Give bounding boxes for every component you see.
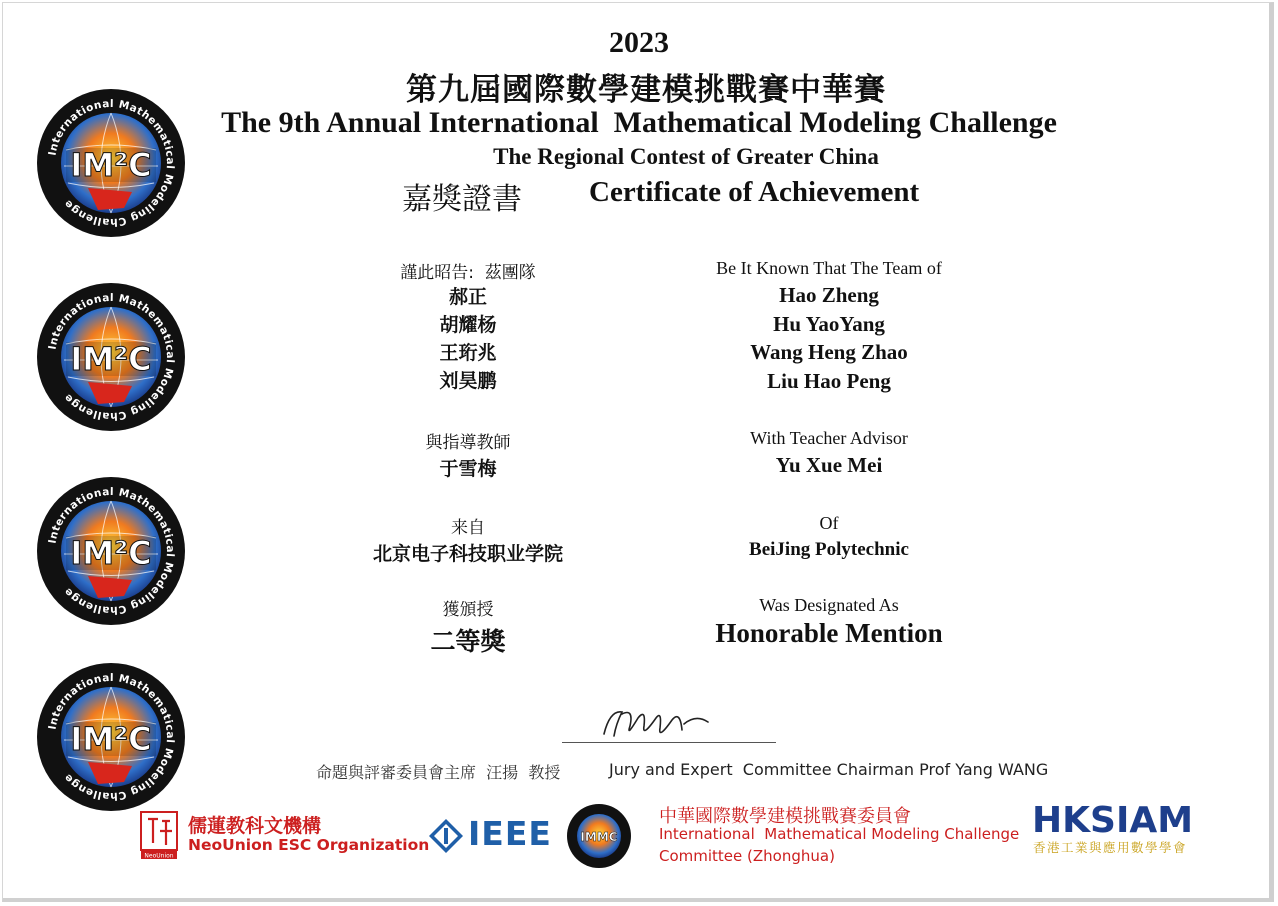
chairman-title-en: Jury and Expert Committee Chairman Prof Yang WANG xyxy=(609,760,1049,779)
advisor-name-zh: 于雪梅 xyxy=(439,458,497,480)
logo-ring-text: International Mathematical Modeling Challenge xyxy=(46,291,177,423)
advisor-label-zh: 與指導教師 xyxy=(425,433,511,453)
immc-logo xyxy=(36,282,186,432)
logo-center-text: IM²C xyxy=(70,720,152,758)
team-section-en xyxy=(640,258,1018,395)
advisor-section-zh xyxy=(308,428,628,483)
ieee-diamond-icon xyxy=(428,818,464,854)
team-member-zh: 胡耀杨 xyxy=(439,314,497,336)
advisor-name-en: Yu Xue Mei xyxy=(775,453,883,477)
immc-logo xyxy=(36,662,186,812)
certificate-heading-en: Certificate of Achievement xyxy=(589,176,920,208)
team-member-zh: 郝正 xyxy=(448,286,487,308)
logo-ring-text: International Mathematical Modeling Challenge xyxy=(46,97,177,229)
school-label-zh: 来自 xyxy=(451,518,485,538)
certificate-subtitle: The Regional Contest of Greater China xyxy=(493,144,879,169)
team-label-en: Be It Known That The Team of xyxy=(716,258,942,278)
team-member-en: Hu YaoYang xyxy=(773,311,885,336)
neounion-name-en: NeoUnion ESC Organization xyxy=(188,836,430,854)
team-label-zh: 謹此昭告: 茲團隊 xyxy=(400,263,536,283)
chairman-title-zh: 命題與評審委員會主席 汪揚 教授 xyxy=(316,763,561,782)
logo-ring-text: International Mathematical Modeling Challenge xyxy=(46,485,177,617)
award-label-en: Was Designated As xyxy=(759,595,899,615)
school-name-en: BeiJing Polytechnic xyxy=(749,539,909,560)
committee-name-zh: 中華國際數學建模挑戰賽委員會 xyxy=(659,806,911,827)
team-member-en: Hao Zheng xyxy=(779,283,879,307)
school-name-zh: 北京电子科技职业学院 xyxy=(372,543,563,565)
certificate-year: 2023 xyxy=(609,26,669,59)
certificate-heading-zh: 嘉獎證書 xyxy=(402,182,522,217)
award-label-zh: 獲頒授 xyxy=(442,600,494,620)
ieee-logo-text: IEEE xyxy=(468,814,552,853)
signature-line xyxy=(562,742,776,743)
logo-center-text: IM²C xyxy=(70,340,152,378)
committee-name-en-line1: International Mathematical Modeling Challenge xyxy=(659,825,1020,843)
immc-badge-text: IMMC xyxy=(580,830,618,844)
award-name-zh: 二等獎 xyxy=(430,627,506,656)
award-section-zh xyxy=(308,595,628,658)
team-member-en: Liu Hao Peng xyxy=(767,368,891,393)
advisor-label-en: With Teacher Advisor xyxy=(750,428,908,448)
logo-center-text: IM²C xyxy=(70,534,152,572)
immc-committee-badge xyxy=(563,803,635,869)
school-label-en: Of xyxy=(819,513,839,533)
team-member-zh: 王珩兆 xyxy=(439,342,497,364)
team-section-zh xyxy=(308,258,628,395)
hksiam-name-zh: 香港工業與應用數學學會 xyxy=(1033,840,1188,855)
team-member-en: Wang Heng Zhao xyxy=(750,340,908,364)
logo-center-text: IM²C xyxy=(70,146,152,184)
certificate-title-zh: 第九屆國際數學建模挑戰賽中華賽 xyxy=(406,72,886,108)
committee-name-en-line2: Committee (Zhonghua) xyxy=(659,847,835,865)
advisor-section-en xyxy=(640,428,1018,480)
immc-logo xyxy=(36,476,186,626)
award-section-en xyxy=(640,595,1018,649)
hksiam-logo-text: HKSIAM xyxy=(1032,800,1194,841)
logo-ring-text: International Mathematical Modeling Challenge xyxy=(46,671,177,803)
neounion-name-zh: 儒蓮教科文機構 xyxy=(188,815,322,837)
certificate-title-en: The 9th Annual International Mathematical Modeling Challenge xyxy=(221,106,1057,139)
award-name-en: Honorable Mention xyxy=(715,618,943,648)
chairman-signature xyxy=(600,700,720,744)
neounion-mark-text: NeoUnion xyxy=(144,852,174,859)
team-member-zh: 刘昊鹏 xyxy=(439,370,497,392)
school-section-en xyxy=(640,513,1018,565)
neounion-logo xyxy=(140,811,178,859)
school-section-zh xyxy=(308,513,628,568)
